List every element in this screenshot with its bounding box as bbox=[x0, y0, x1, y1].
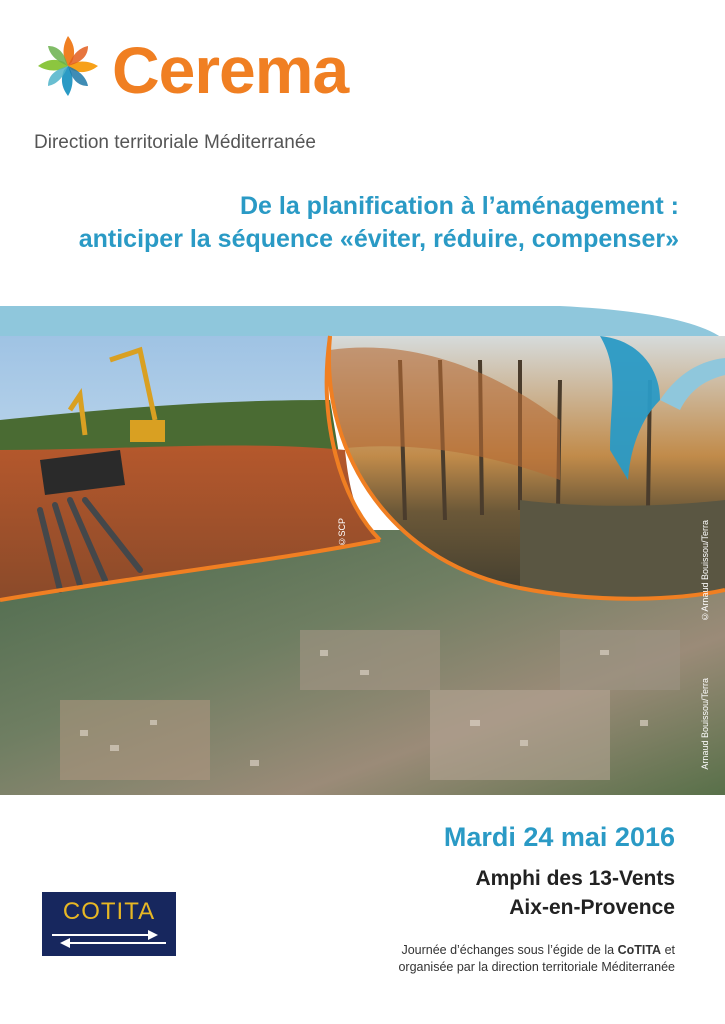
cerema-logo-icon bbox=[32, 30, 104, 102]
photo-credit-terra: Arnaud Bouissou/Terra bbox=[700, 678, 710, 770]
venue-line-2: Aix-en-Provence bbox=[509, 896, 675, 919]
brand-name: Cerema bbox=[112, 33, 349, 107]
photo-collage bbox=[0, 300, 725, 795]
event-note bbox=[398, 942, 675, 976]
note-prefix: Journée d’échanges sous l’égide de la bbox=[401, 943, 618, 957]
photo-credit-scp: ©SCP bbox=[337, 518, 347, 547]
page-title bbox=[79, 190, 679, 256]
title-line-2: anticiper la séquence «éviter, réduire, compenser» bbox=[78, 225, 679, 253]
event-date: Mardi 24 mai 2016 bbox=[443, 822, 675, 852]
note-cotita: CoTITA bbox=[617, 943, 662, 957]
event-venue bbox=[475, 864, 675, 922]
note-suffix: et bbox=[661, 943, 675, 957]
venue-line-1: Amphi des 13-Vents bbox=[475, 867, 675, 890]
direction-label: Direction territoriale Méditerranée bbox=[34, 132, 316, 153]
note-line-2: organisée par la direction territoriale Méditerranée bbox=[398, 960, 675, 974]
cotita-logo bbox=[42, 892, 176, 956]
title-line-1: De la planification à l’aménagement : bbox=[239, 192, 679, 220]
bidirectional-arrows-icon bbox=[48, 928, 170, 950]
cotita-label: COTITA bbox=[62, 898, 156, 925]
photo-credit-bouissou: ©Arnaud Bouissou/Terra bbox=[700, 520, 710, 622]
note-line-1 bbox=[398, 942, 675, 959]
